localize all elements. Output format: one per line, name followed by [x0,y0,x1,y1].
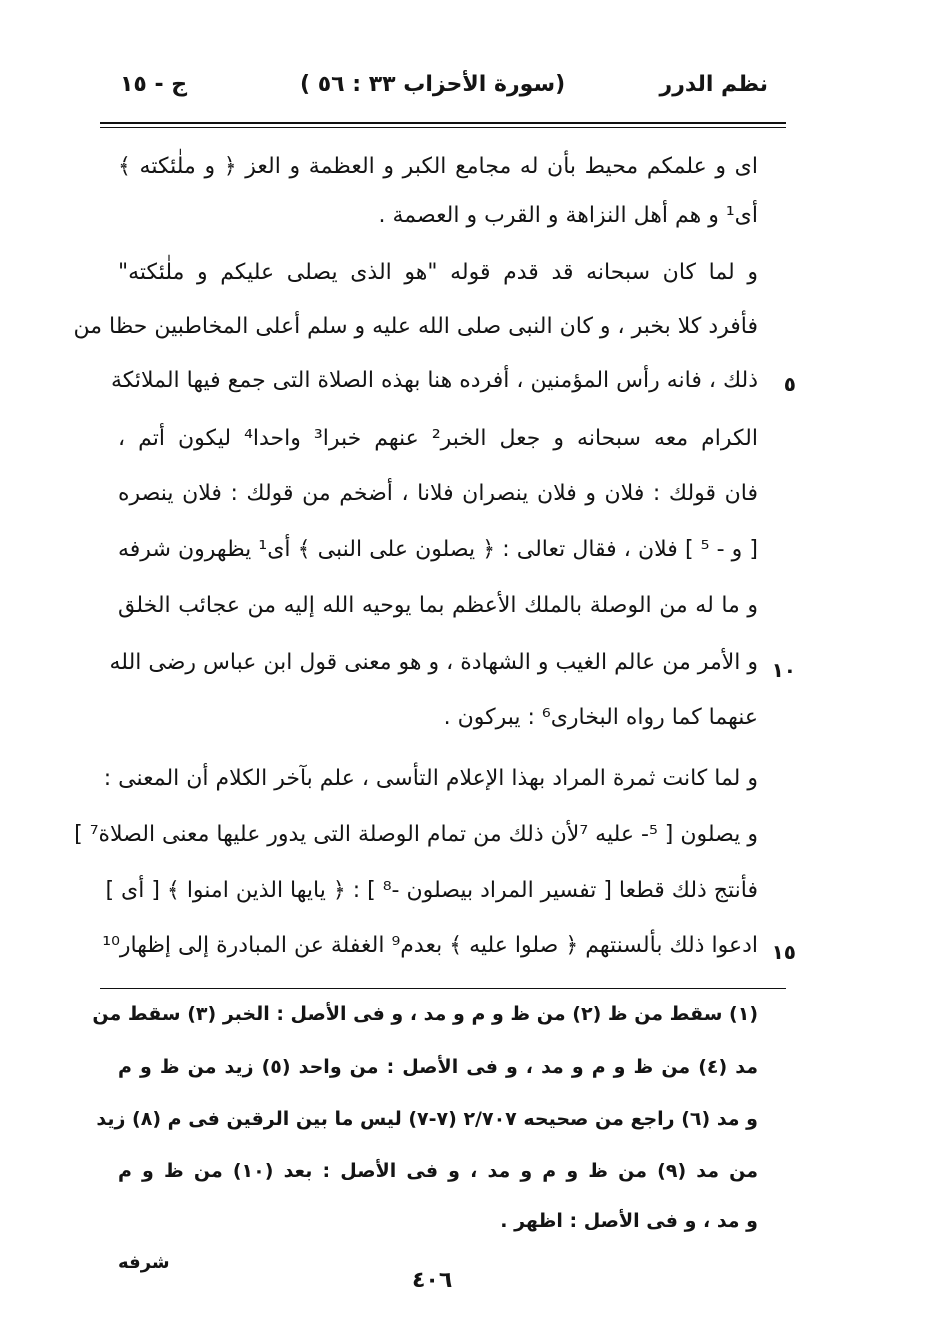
surah-reference: (سورة الأحزاب ٣٣ : ٥٦ ) [300,72,566,97]
body-line: و ما له من الوصلة بالملك الأعظم بما يوحيه الله إليه من عجائب الخلق [118,593,758,618]
catchword: شرفه [118,1252,170,1273]
footnote-line: (١) سقط من ظ (٢) من ظ و م و مد ، و فى الأصل : الخبر (٣) سقط من [92,1003,758,1025]
line-number: ١٠ [771,658,796,682]
body-line: أى¹ و هم أهل النزاهة و القرب و العصمة . [378,203,758,228]
body-line: فان قولك : فلان و فلان ينصران فلانا ، أضخم من قولك : فلان ينصره [118,481,758,506]
header-rule-thin [100,127,786,128]
page-number: ٤٠٦ [412,1268,453,1293]
running-title: نظم الدرر [659,72,768,97]
footnote-line: و مد ، و فى الأصل : اظهر . [500,1210,758,1232]
body-line: الكرام معه سبحانه و جعل الخبر² عنهم خبرا³ واحدا⁴ ليكون أتم ، [118,426,758,451]
header-rule-thick [100,122,786,124]
footnote-line: مد (٤) من ظ و م و مد ، و فى الأصل : من واحد (٥) زيد من ظ و م [118,1056,758,1078]
body-line: [ و - ⁵ ] فلان ، فقال تعالى : ﴿ يصلون على النبى ﴾ أى¹ يظهرون شرفه [118,537,758,562]
body-line: اى و علمكم محيط بأن له مجامع الكبر و العظمة و العز ﴿ و ملٰئكته ﴾ [118,154,758,179]
body-line: ذلك ، فانه رأس المؤمنين ، أفرده هنا بهذه الصلاة التى جمع فيها الملائكة [110,368,758,393]
body-line: و يصلون [ ⁵- عليه ⁷لأن ذلك من تمام الوصلة التى يدور عليها معنى الصلاة⁷ ] [74,822,758,847]
line-number: ١٥ [771,940,796,964]
body-line: و لما كانت ثمرة المراد بهذا الإعلام التأسى ، علم بآخر الكلام أن المعنى : [103,766,758,791]
footnote-separator [100,988,786,989]
body-line: عنهما كما رواه البخارى⁶ : يبركون . [443,705,758,730]
body-line: و لما كان سبحانه قد قدم قوله "هو الذى يصلى عليكم و ملٰئكته" [118,260,758,285]
volume-number: ج - ١٥ [120,72,188,97]
body-line: فأنتج ذلك قطعا [ تفسير المراد بيصلون -⁸ ] : ﴿ يايها الذين امنوا ﴾ [ أى ] [105,878,758,903]
footnote-line: من مد (٩) من ظ و م و مد ، و فى الأصل : بعد (١٠) من ظ و م [118,1160,758,1182]
body-line: ادعوا ذلك بألسنتهم ﴿ صلوا عليه ﴾ بعدم⁹ الغفلة عن المبادرة إلى إظهار¹⁰ [102,933,758,958]
body-line: و الأمر من عالم الغيب و الشهادة ، و هو معنى قول ابن عباس رضى الله [109,650,758,675]
footnote-line: و مد (٦) راجع من صحيحه ٢/٧٠٧ (٧-٧) ليس ما بين الرقين فى م (٨) زيد [96,1108,758,1130]
body-line: فأفرد كلا بخبر ، و كان النبى صلى الله عليه و سلم أعلى المخاطبين حظا من [73,314,758,339]
line-number: ٥ [783,372,796,396]
